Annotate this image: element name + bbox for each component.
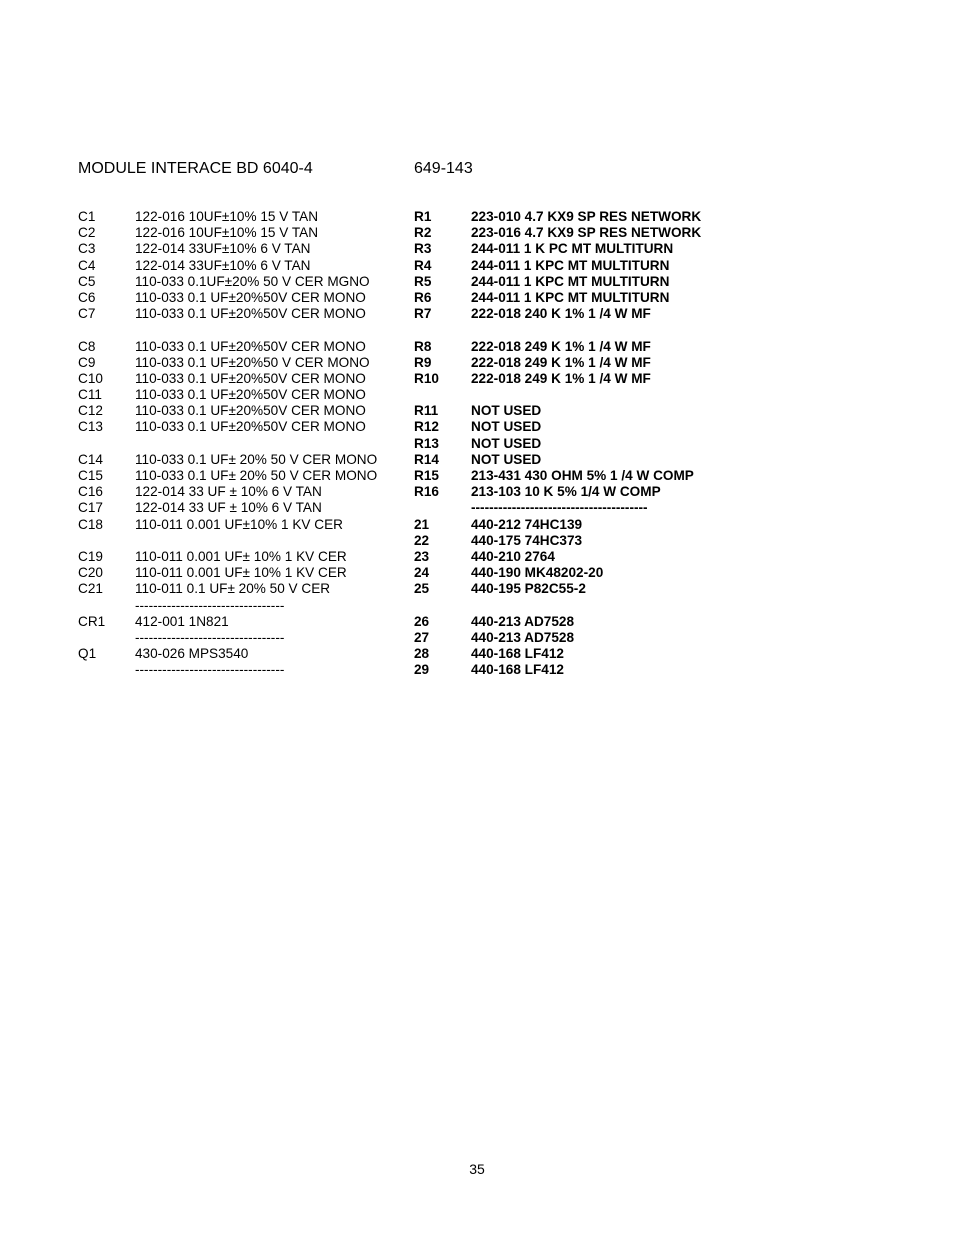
part-description: 122-014 33UF±10% 6 V TAN [135, 257, 311, 273]
part-ref: 21 [414, 516, 430, 532]
part-ref: R3 [414, 241, 432, 257]
part-description: 244-011 1 KPC MT MULTITURN [471, 289, 670, 305]
part-description: 244-011 1 K PC MT MULTITURN [471, 241, 674, 257]
part-ref: C6 [78, 289, 96, 305]
part-description: 110-033 0.1 UF±20%50V CER MONO [135, 419, 366, 435]
part-description: 440-210 2764 [471, 548, 555, 564]
part-description: NOT USED [471, 403, 542, 419]
part-ref: C17 [78, 500, 103, 516]
part-ref: R8 [414, 338, 432, 354]
part-ref: C21 [78, 581, 103, 597]
part-ref: R15 [414, 468, 439, 483]
part-description: 110-033 0.1 UF±20%50V CER MONO [135, 370, 366, 386]
part-ref: C14 [78, 451, 103, 467]
part-ref: 23 [414, 548, 430, 564]
part-description: 110-033 0.1 UF±20%50V CER MONO [135, 289, 366, 305]
part-description: 122-014 33UF±10% 6 V TAN [135, 241, 311, 257]
part-description: 440-190 MK48202-20 [471, 565, 604, 581]
part-ref: R10 [414, 370, 439, 386]
part-ref: 26 [414, 613, 430, 629]
part-description: 440-213 AD7528 [471, 629, 575, 645]
part-description: 122-016 10UF±10% 15 V TAN [135, 209, 319, 224]
part-description: 110-033 0.1 UF± 20% 50 V CER MONO [135, 451, 378, 467]
part-description: 122-014 33 UF ± 10% 6 V TAN [135, 484, 322, 500]
part-description: 110-011 0.001 UF± 10% 1 KV CER [135, 548, 347, 564]
assembly-part-number: 649-143 [414, 160, 473, 177]
part-ref: R5 [414, 273, 432, 289]
part-description: --------------------------------- [135, 629, 285, 645]
part-ref: R13 [414, 435, 439, 451]
part-description: 244-011 1 KPC MT MULTITURN [471, 273, 670, 289]
part-description: 110-033 0.1 UF±20%50V CER MONO [135, 306, 366, 322]
part-description: 110-033 0.1 UF±20%50 V CER MONO [135, 354, 370, 370]
part-ref: 24 [414, 565, 430, 581]
part-description: --------------------------------- [135, 662, 285, 678]
part-ref: R14 [414, 451, 439, 467]
document-title: MODULE INTERACE BD 6040-4 [78, 160, 313, 177]
part-description: --------------------------------- [135, 597, 285, 613]
part-ref: R12 [414, 419, 439, 435]
part-ref: C7 [78, 306, 96, 322]
part-description: --------------------------------------- [471, 500, 648, 516]
part-description: 440-168 LF412 [471, 662, 564, 678]
part-description: 110-033 0.1 UF±20%50V CER MONO [135, 387, 366, 403]
part-ref: 25 [414, 581, 430, 597]
part-ref: 29 [414, 662, 430, 678]
part-description: 110-011 0.001 UF±10% 1 KV CER [135, 516, 343, 532]
part-description: 110-033 0.1 UF±20%50V CER MONO [135, 403, 366, 419]
part-description: NOT USED [471, 435, 542, 451]
part-ref: 27 [414, 629, 430, 645]
part-ref: C18 [78, 516, 103, 532]
part-ref: R9 [414, 354, 432, 370]
part-ref: 22 [414, 532, 430, 548]
part-description: 244-011 1 KPC MT MULTITURN [471, 257, 670, 273]
part-description: 412-001 1N821 [135, 613, 229, 629]
part-ref: C2 [78, 225, 96, 241]
part-ref: C13 [78, 419, 103, 435]
part-description: 223-010 4.7 KX9 SP RES NETWORK [471, 209, 702, 224]
part-description: NOT USED [471, 419, 542, 435]
part-ref: C9 [78, 354, 96, 370]
part-ref: R11 [414, 403, 439, 419]
part-ref: C1 [78, 209, 96, 224]
part-ref: C19 [78, 548, 103, 564]
part-description: 110-033 0.1 UF± 20% 50 V CER MONO [135, 468, 378, 483]
part-description: NOT USED [471, 451, 542, 467]
part-description: 440-168 LF412 [471, 646, 564, 662]
part-description: 110-033 0.1 UF±20%50V CER MONO [135, 338, 366, 354]
part-ref: C20 [78, 565, 103, 581]
part-ref: CR1 [78, 613, 106, 629]
part-description: 213-103 10 K 5% 1/4 W COMP [471, 484, 661, 500]
part-ref: Q1 [78, 646, 97, 662]
part-description: 110-011 0.1 UF± 20% 50 V CER [135, 581, 331, 597]
part-ref: R7 [414, 306, 432, 322]
part-description: 440-195 P82C55-2 [471, 581, 586, 597]
part-ref: R6 [414, 289, 432, 305]
part-ref: C12 [78, 403, 103, 419]
part-description: 440-175 74HC373 [471, 532, 583, 548]
part-description: 222-018 249 K 1% 1 /4 W MF [471, 338, 651, 354]
part-description: 122-014 33 UF ± 10% 6 V TAN [135, 500, 322, 516]
part-description: 440-213 AD7528 [471, 613, 575, 629]
part-description: 223-016 4.7 KX9 SP RES NETWORK [471, 225, 702, 241]
part-description: 222-018 240 K 1% 1 /4 W MF [471, 306, 651, 322]
part-ref: R1 [414, 209, 432, 224]
part-description: 440-212 74HC139 [471, 516, 583, 532]
part-description: 222-018 249 K 1% 1 /4 W MF [471, 370, 651, 386]
part-ref: C15 [78, 468, 103, 483]
part-ref: C5 [78, 273, 96, 289]
part-ref: C3 [78, 241, 96, 257]
page-number: 35 [469, 1161, 485, 1177]
part-description: 222-018 249 K 1% 1 /4 W MF [471, 354, 651, 370]
part-ref: 28 [414, 646, 430, 662]
part-ref: R4 [414, 257, 432, 273]
part-description: 122-016 10UF±10% 15 V TAN [135, 225, 319, 241]
part-ref: C16 [78, 484, 103, 500]
part-description: 213-431 430 OHM 5% 1 /4 W COMP [471, 468, 694, 483]
part-ref: C10 [78, 370, 103, 386]
part-description: 110-011 0.001 UF± 10% 1 KV CER [135, 565, 347, 581]
part-description: 110-033 0.1UF±20% 50 V CER MGNO [135, 273, 370, 289]
part-ref: R2 [414, 225, 432, 241]
part-ref: C8 [78, 338, 96, 354]
part-ref: R16 [414, 484, 439, 500]
part-ref: C4 [78, 257, 96, 273]
part-description: 430-026 MPS3540 [135, 646, 249, 662]
part-ref: C11 [78, 387, 102, 403]
